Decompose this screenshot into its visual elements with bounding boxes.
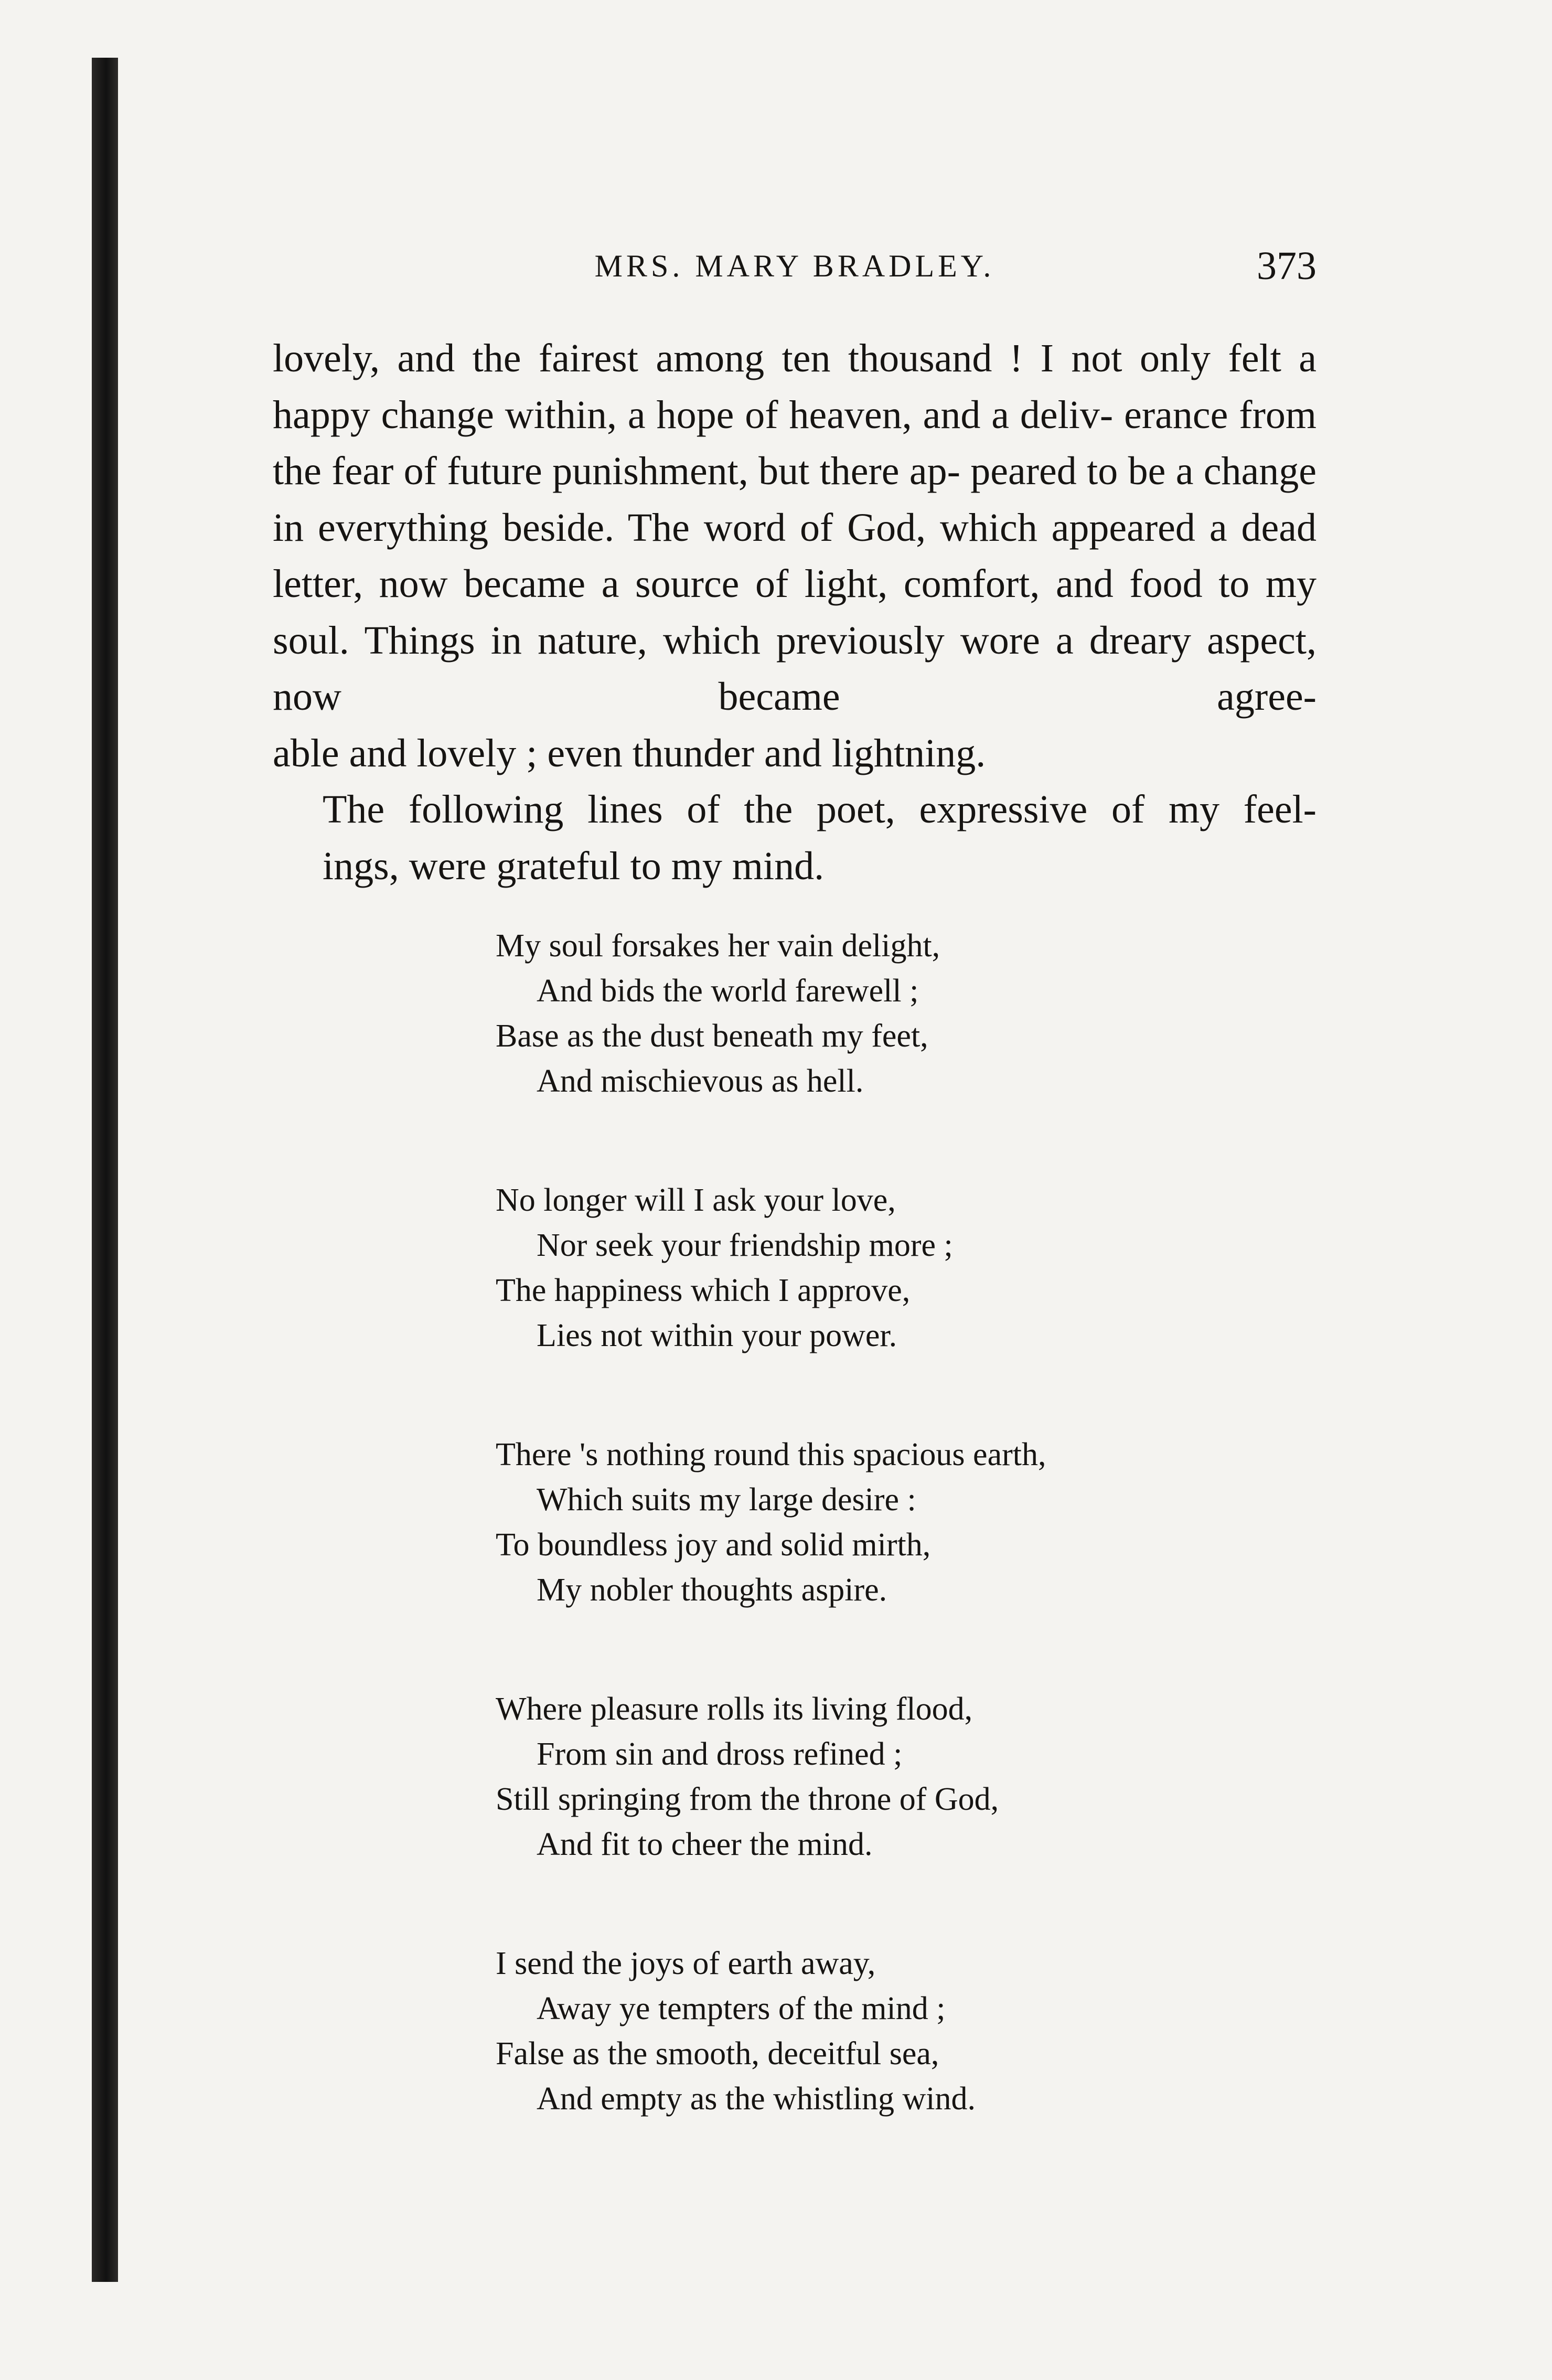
paragraph-1-line-2: felt a happy change within, a hope of heaven, and a deliv- (273, 336, 1316, 437)
poem-line: My soul forsakes her vain delight, (496, 928, 940, 964)
poem-line: False as the smooth, deceitful sea, (496, 2036, 939, 2072)
paragraph-2-line-2: ings, were grateful to my mind. (323, 844, 825, 888)
paragraph-2 (273, 782, 1316, 894)
paragraph-1-line-4: peared to be a change in everything beside. The word of (273, 449, 1316, 550)
poem-line: The happiness which I approve, (496, 1273, 911, 1308)
poem-line: Lies not within your power. (537, 1318, 897, 1353)
poem-line: And empty as the whistling wind. (537, 2081, 976, 2117)
paragraph-1-line-5: God, which appeared a dead letter, now became a source (273, 505, 1316, 606)
poem-stanza-4 (496, 1687, 1256, 1867)
poem-line: And mischievous as hell. (537, 1063, 864, 1099)
poem (496, 923, 1256, 2195)
poem-stanza-2 (496, 1178, 1256, 1358)
poem-line: To boundless joy and solid mirth, (496, 1527, 931, 1563)
paragraph-2-line-1: The following lines of the poet, expressive of my feel- (323, 787, 1316, 831)
poem-line: My nobler thoughts aspire. (537, 1572, 887, 1608)
paragraph-1-line-1: lovely, and the fairest among ten thousand ! I not only (273, 336, 1211, 380)
poem-stanza-5 (496, 1941, 1256, 2121)
paragraph-1 (273, 330, 1316, 782)
poem-line: And fit to cheer the mind. (537, 1827, 873, 1862)
paragraph-1-line-6: of light, comfort, and food to my soul. Things in nature, (273, 562, 1317, 663)
poem-line: I send the joys of earth away, (496, 1946, 876, 1981)
running-head (273, 242, 1316, 290)
prose-body (273, 330, 1316, 894)
poem-line: There 's nothing round this spacious earth, (496, 1437, 1046, 1472)
paragraph-1-line-3: erance from the fear of future punishment, but there ap- (273, 392, 1316, 493)
poem-line: Which suits my large desire : (537, 1482, 916, 1518)
poem-line: Still springing from the throne of God, (496, 1781, 999, 1817)
poem-stanza-1 (496, 923, 1256, 1104)
poem-line: No longer will I ask your love, (496, 1182, 896, 1218)
poem-line: From sin and dross refined ; (537, 1736, 903, 1772)
poem-stanza-3 (496, 1432, 1256, 1613)
poem-line: Where pleasure rolls its living flood, (496, 1691, 973, 1727)
running-title: MRS. MARY BRADLEY. (594, 249, 995, 283)
poem-line: Nor seek your friendship more ; (537, 1228, 953, 1263)
paragraph-1-line-7: which previously wore a dreary aspect, now became agree- (273, 618, 1317, 719)
book-binding-edge (92, 58, 118, 2282)
poem-line: And bids the world farewell ; (537, 973, 919, 1009)
paragraph-1-line-8: able and lovely ; even thunder and lightning. (273, 731, 986, 775)
page-number: 373 (1257, 244, 1316, 288)
poem-line: Away ye tempters of the mind ; (537, 1991, 946, 2026)
poem-line: Base as the dust beneath my feet, (496, 1018, 928, 1054)
